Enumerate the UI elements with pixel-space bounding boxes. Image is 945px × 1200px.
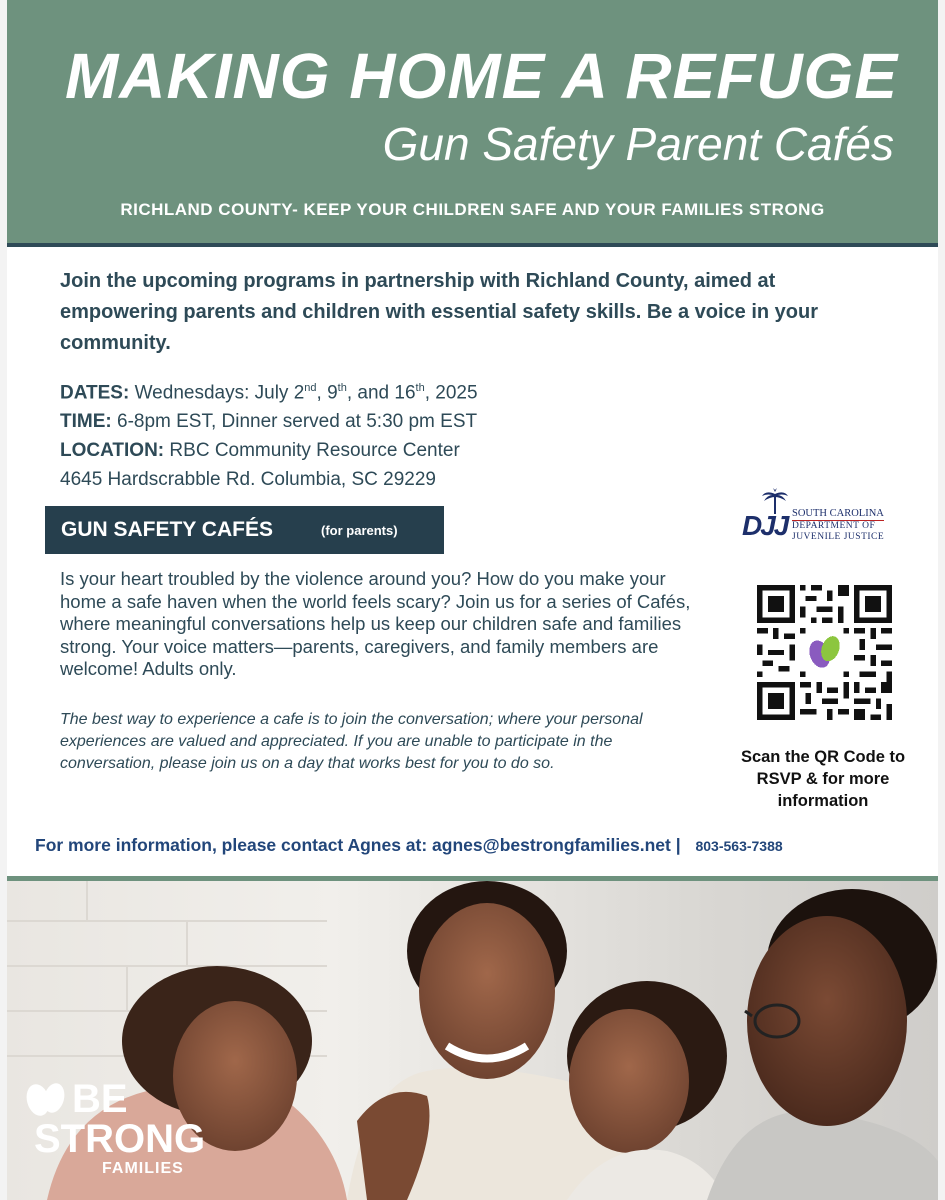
djj-letters: DJJ [742,510,788,541]
djj-wordmark [792,508,884,543]
location-line [60,436,680,465]
qr-code[interactable] [757,585,892,720]
intro-paragraph: Join the upcoming programs in partnership with Richland County, aimed at empowering parents and children with essential safety skills. Be a voice in your community. [60,270,819,354]
time-value: 6-8pm EST, Dinner served at 5:30 pm EST [117,411,478,433]
dates-label: DATES: [60,382,130,404]
be-strong-families-logo [22,1076,212,1186]
djj-state: SOUTH CAROLINA [792,508,884,519]
dates-line [60,374,680,407]
dates-year: , 2025 [424,382,478,404]
cafe-note: The best way to experience a cafe is to join the conversation; where your personal experiences are valued and appreciated. If you are unable to participate in the conversation, please join us on a day that works best for you to do so. [60,711,643,772]
flyer-page [7,0,938,1200]
djj-logo [742,488,902,543]
butterfly-icon [24,1080,68,1120]
dates-prefix: Wednesdays: July 2 [134,382,305,404]
dates-second: , 9 [316,382,338,404]
brand-be: BE [72,1077,128,1121]
flyer-tagline: RICHLAND COUNTY- KEEP YOUR CHILDREN SAFE AND YOUR FAMILIES STRONG [120,200,825,219]
brand-strong: STRONG [34,1117,206,1161]
cafe-description: Is your heart troubled by the violence around you? How do you make your home a safe haven when the world feels scary? Join us for a series of Cafés, where meaningful conversations help us keep our children safe and families strong. Your voice matters—parents, caregivers, and family members are welcome! Adults only. [60,568,691,679]
dates-sup-th-1: th [337,382,347,394]
header-banner [7,0,938,247]
section-heading-bar [45,506,444,554]
flyer-subtitle: Gun Safety Parent Cafés [382,118,894,170]
time-label: TIME: [60,411,112,433]
dates-third: , and 16 [346,382,416,404]
address-line: 4645 Hardscrabble Rd. Columbia, SC 29229 [60,469,436,491]
event-details [60,374,680,494]
section-qualifier: (for parents) [321,523,398,538]
djj-division: JUVENILE JUSTICE [792,532,885,542]
dates-sup-nd: nd [304,382,317,394]
qr-caption: Scan the QR Code to RSVP & for more information [740,748,906,810]
location-label: LOCATION: [60,440,165,462]
dates-sup-th-2: th [415,382,425,394]
section-title: GUN SAFETY CAFÉS [61,518,273,541]
contact-line [35,835,915,856]
contact-text: For more information, please contact Agnes at: agnes@bestrongfamilies.net | [35,835,681,855]
contact-phone: 803-563-7388 [695,838,783,854]
flyer-title: MAKING HOME A REFUGE [64,40,898,112]
brand-families: FAMILIES [102,1160,184,1177]
location-value: RBC Community Resource Center [169,440,460,462]
time-line [60,407,680,436]
djj-department: DEPARTMENT OF [792,521,876,531]
